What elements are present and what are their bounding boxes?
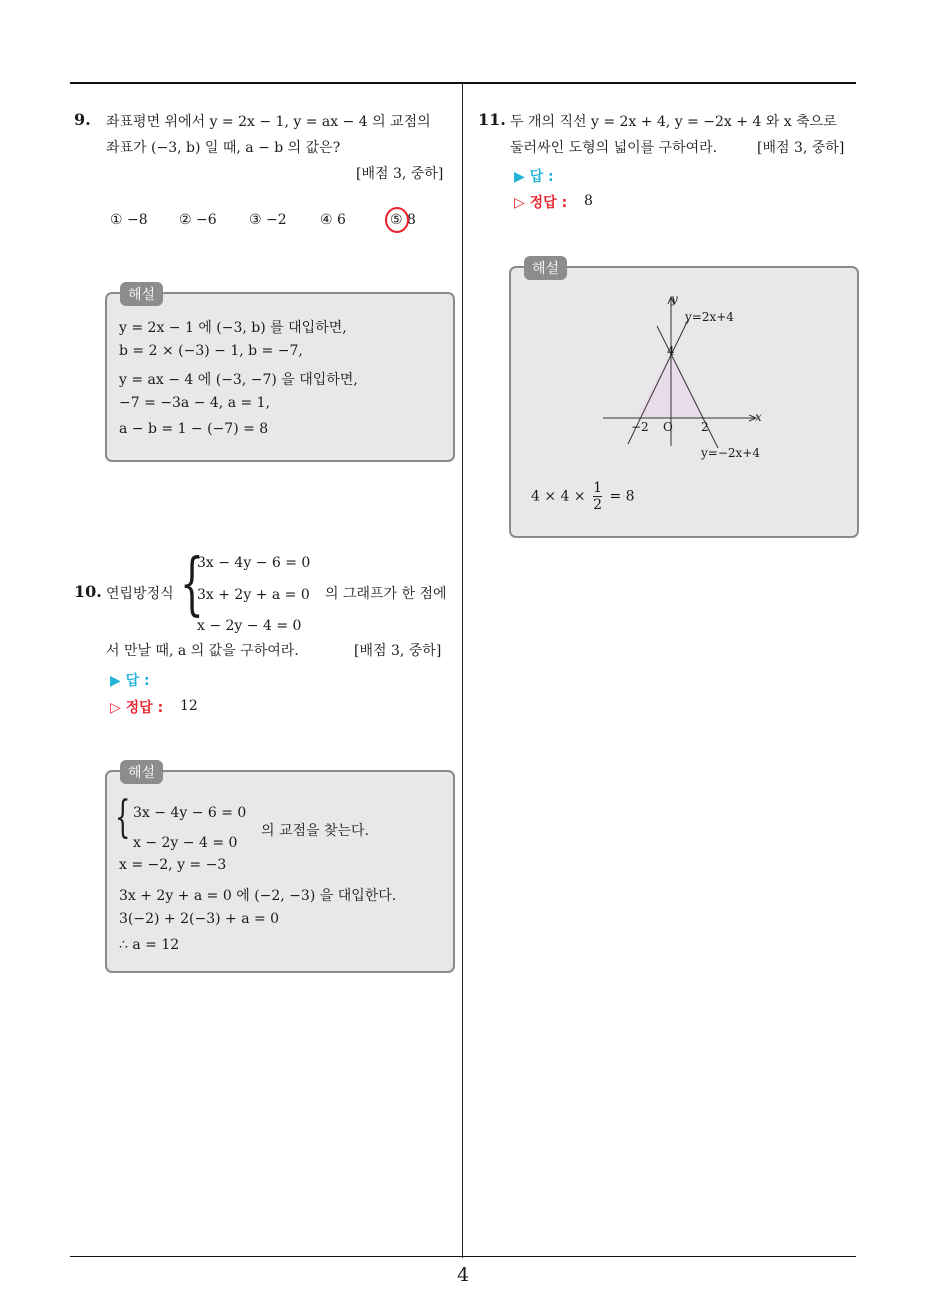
q10-solution-box	[105, 770, 455, 973]
top-rule	[70, 82, 856, 84]
q10-sol-line4: ∴ a = 12	[119, 937, 180, 953]
q9-choice-3[interactable]: ③ −2	[249, 212, 287, 228]
q11-solution-tab: 해설	[524, 256, 567, 280]
q10-text-line2: 서 만날 때, a 의 값을 구하여라.	[106, 643, 299, 659]
q9-solution-tab: 해설	[120, 282, 163, 306]
q10-sol-system-eq2: x − 2y − 4 = 0	[133, 835, 238, 851]
q10-intro: 연립방정식	[106, 586, 174, 602]
q9-text-line1: 좌표평면 위에서 y = 2x − 1, y = ax − 4 의 교점의	[106, 114, 431, 130]
q11-text-line1: 두 개의 직선 y = 2x + 4, y = −2x + 4 와 x 축으로	[510, 114, 837, 130]
q11-meta: [배점 3, 중하]	[757, 140, 845, 156]
q11-correct-value: 8	[584, 193, 593, 209]
graph-y-axis-label: y	[671, 292, 678, 306]
graph-origin-label: O	[663, 420, 673, 434]
graph-x-axis-label: x	[755, 410, 762, 424]
selected-answer-circle-icon	[383, 205, 411, 235]
graph-tick-4: 4	[667, 344, 675, 358]
q10-correct-label: ▷ 정답 :	[110, 700, 164, 716]
q11-number: 11.	[478, 110, 506, 129]
q9-number: 9.	[74, 110, 91, 129]
calc-suffix: = 8	[609, 488, 635, 505]
q11-text-line2: 둘러싸인 도형의 넓이를 구하여라.	[510, 140, 718, 156]
q10-system-eq3: x − 2y − 4 = 0	[197, 618, 302, 634]
calc-prefix: 4 × 4 ×	[531, 488, 586, 505]
q11-sol-calc	[531, 480, 635, 513]
q11-answer-label: ▶ 답 :	[514, 169, 554, 185]
q10-sol-line1: x = −2, y = −3	[119, 857, 227, 873]
q9-sol-line4: −7 = −3a − 4, a = 1,	[119, 395, 271, 411]
q10-sol-system-eq1: 3x − 4y − 6 = 0	[133, 805, 247, 821]
graph-line1-label: y=2x+4	[685, 310, 734, 324]
page-number: 4	[456, 1264, 470, 1286]
calc-fraction	[593, 480, 602, 513]
column-divider	[462, 84, 463, 1258]
q9-choice-2[interactable]: ② −6	[179, 212, 217, 228]
graph-tick-neg2: −2	[631, 420, 649, 434]
graph-line2-label: y=−2x+4	[701, 446, 760, 460]
q10-sol-line3: 3(−2) + 2(−3) + a = 0	[119, 911, 280, 927]
q9-choice-5[interactable]: ⑤ 8	[390, 212, 416, 228]
q9-sol-line1: y = 2x − 1 에 (−3, b) 를 대입하면,	[119, 320, 347, 336]
q9-choice-4[interactable]: ④ 6	[320, 212, 346, 228]
q9-sol-line5: a − b = 1 − (−7) = 8	[119, 421, 269, 437]
bottom-rule	[70, 1256, 856, 1257]
q9-sol-line2: b = 2 × (−3) − 1, b = −7,	[119, 343, 303, 359]
q9-meta: [배점 3, 중하]	[356, 166, 444, 182]
graph-tick-2: 2	[701, 420, 709, 434]
q10-sol-line2: 3x + 2y + a = 0 에 (−2, −3) 을 대입한다.	[119, 888, 397, 904]
q10-answer-label: ▶ 답 :	[110, 673, 150, 689]
q10-system-eq1: 3x − 4y − 6 = 0	[197, 555, 311, 571]
q10-system-eq2: 3x + 2y + a = 0	[197, 587, 310, 603]
q10-text-after: 의 그래프가 한 점에	[325, 586, 447, 602]
q11-solution-box	[509, 266, 859, 538]
q10-correct-value: 12	[180, 698, 198, 714]
q10-sol-brace: {	[115, 792, 131, 843]
q9-text-line2: 좌표가 (−3, b) 일 때, a − b 의 값은?	[106, 140, 341, 156]
q9-sol-line3: y = ax − 4 에 (−3, −7) 을 대입하면,	[119, 372, 358, 388]
q10-meta: [배점 3, 중하]	[354, 643, 442, 659]
frac-numerator: 1	[593, 480, 603, 496]
frac-denominator: 2	[593, 497, 603, 513]
q9-solution-box	[105, 292, 455, 462]
q10-number: 10.	[74, 582, 102, 601]
q9-choice-1[interactable]: ① −8	[110, 212, 148, 228]
q10-sol-system-after: 의 교점을 찾는다.	[261, 823, 370, 839]
q11-correct-label: ▷ 정답 :	[514, 195, 568, 211]
q10-solution-tab: 해설	[120, 760, 163, 784]
q10-system-brace: {	[180, 545, 204, 624]
